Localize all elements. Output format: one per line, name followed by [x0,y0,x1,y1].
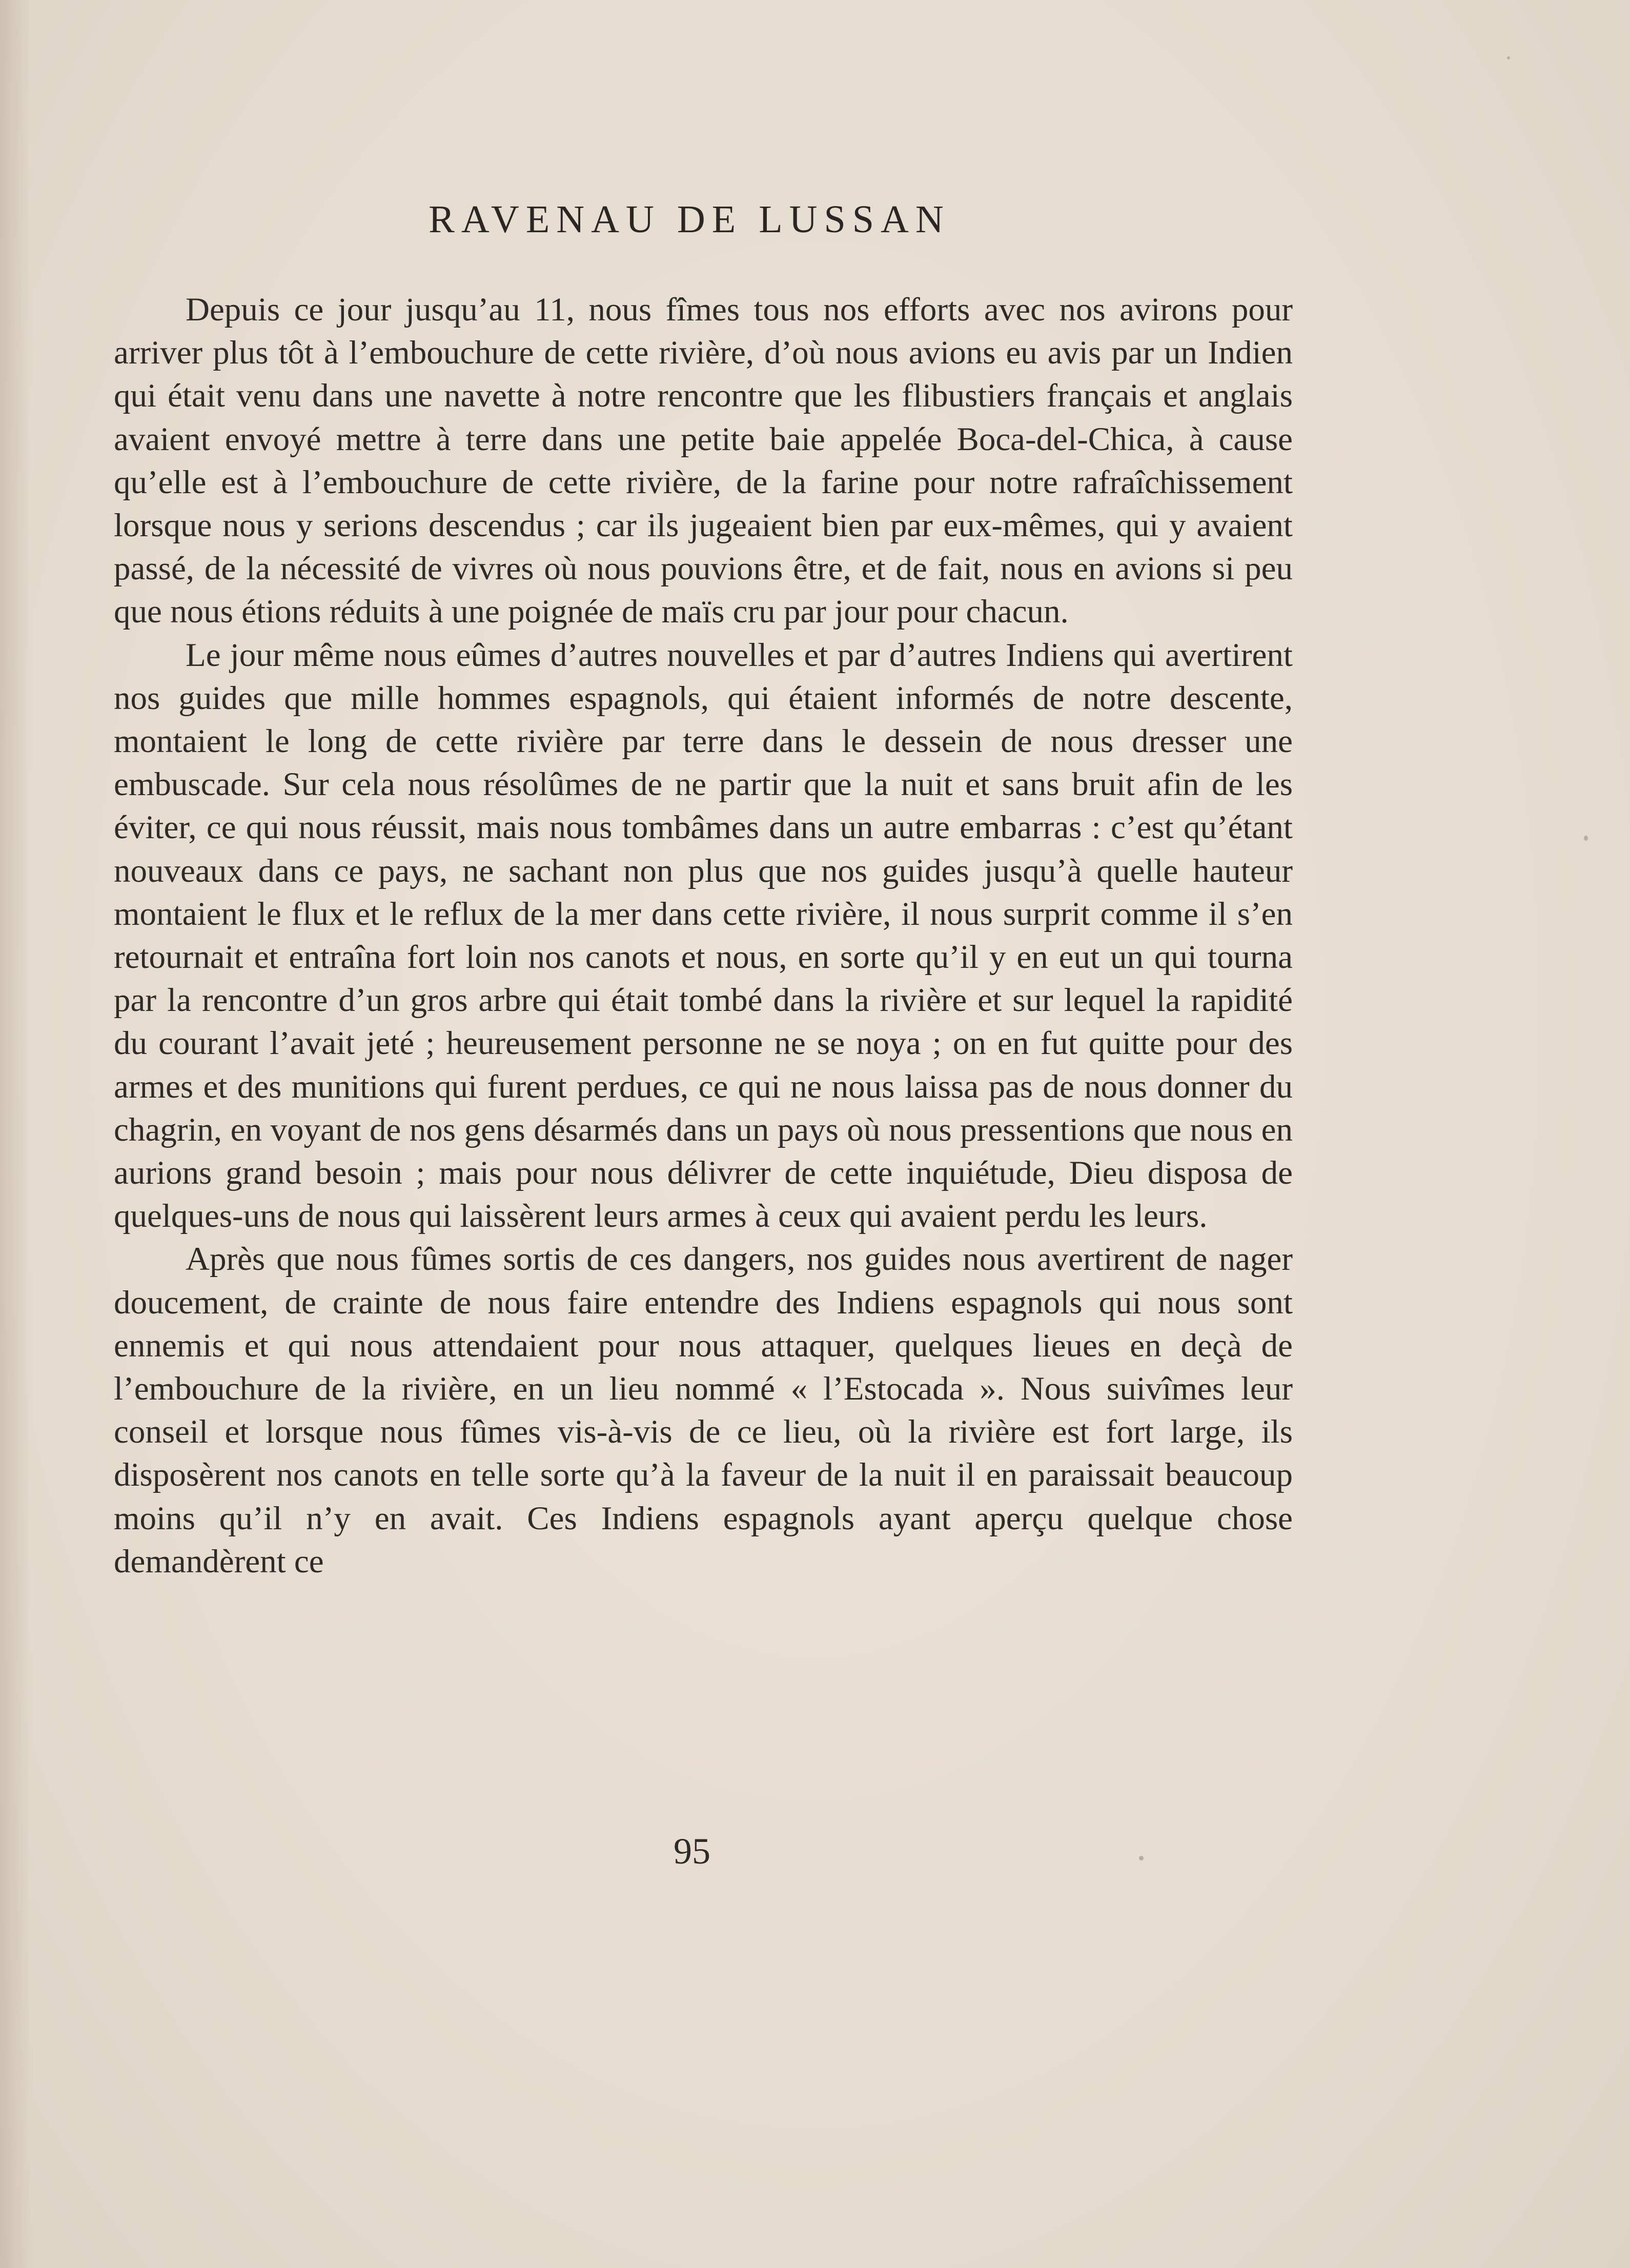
binding-shadow [0,0,31,2268]
paper-speck [1139,1856,1144,1860]
paragraph-1: Depuis ce jour jusqu’au 11, nous fîmes tous nos efforts avec nos avirons pour arriver plus tôt à l’embouchure de cette rivière, d’où nous avions eu avis par un Indien qui était venu dans une navette à notre rencontre que les flibustiers français et anglais avaient envoyé mettre à terre dans une petite baie appelée Boca-del-Chica, à cause qu’elle est à l’embouchure de cette rivière, de la farine pour notre rafraîchissement lorsque nous y serions descendus ; car ils jugeaient bien par eux-mêmes, qui y avaient passé, de la nécessité de vivres où nous pouvions être, et de fait, nous en avions si peu que nous étions réduits à une poignée de maïs cru par jour pour chacun. [114,291,1293,631]
body-text [114,288,1293,1583]
paper-speck [1584,836,1588,841]
paper-speck [1507,56,1510,59]
paragraph-3: Après que nous fûmes sortis de ces dangers, nos guides nous avertirent de nager doucement, de crainte de nous faire entendre des Indiens espagnols qui nous sont ennemis et qui nous attendaient pour nous attaquer, quelques lieues en deçà de l’embouchure de la rivière, en un lieu nommé « l’Estocada ». Nous suivîmes leur conseil et lorsque nous fûmes vis-à-vis de ce lieu, où la rivière est fort large, ils disposèrent nos canots en telle sorte qu’à la faveur de la nuit il en paraissait beaucoup moins qu’il n’y en avait. Ces Indiens espagnols ayant aperçu quelque chose demandèrent ce [114,1241,1293,1580]
running-head: RAVENAU DE LUSSAN [429,198,950,241]
paragraph-2: Le jour même nous eûmes d’autres nouvelles et par d’autres Indiens qui avertirent nos guides que mille hommes espagnols, qui étaient informés de notre descente, montaient le long de cette rivière par terre dans le dessein de nous dresser une embuscade. Sur cela nous résolûmes de ne partir que la nuit et sans bruit afin de les éviter, ce qui nous réussit, mais nous tombâmes dans un autre embarras : c’est qu’étant nouveaux dans ce pays, ne sachant non plus que nos guides jusqu’à quelle hauteur montaient le flux et le reflux de la mer dans cette rivière, il nous surprit comme il s’en retournait et entraîna fort loin nos canots et nous, en sorte qu’il y en eut un qui tourna par la rencontre d’un gros arbre qui était tombé dans la rivière et sur lequel la rapidité du courant l’avait jeté ; heureusement personne ne se noya ; on en fut quitte pour des armes et des munitions qui furent perdues, ce qui ne nous laissa pas de nous donner du chagrin, en voyant de nos gens désarmés dans un pays où nous pressentions que nous en aurions grand besoin ; mais pour nous délivrer de cette inquiétude, Dieu disposa de quelques-uns de nous qui laissèrent leurs armes à ceux qui avaient perdu les leurs. [114,636,1293,1235]
page-number: 95 [674,1831,710,1872]
